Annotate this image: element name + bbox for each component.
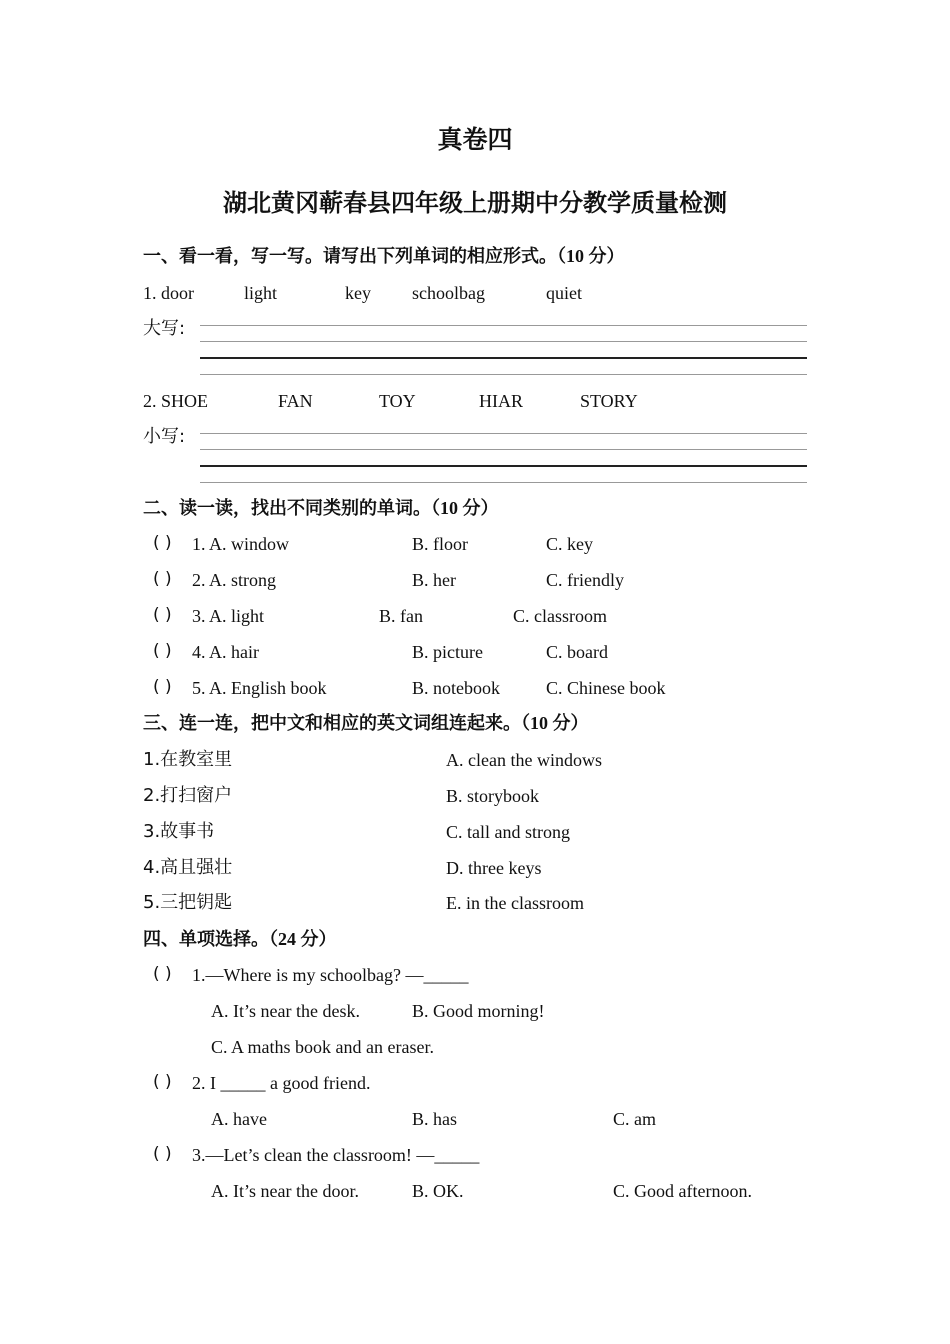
answer-blank[interactable]: ( ) <box>153 641 172 661</box>
s2-option-a: 4. A. hair <box>192 642 259 662</box>
match-left-item[interactable]: 5.三把钥匙 <box>143 892 233 913</box>
s2-option-c: C. Chinese book <box>546 678 666 698</box>
choice-a: A. have <box>211 1109 267 1129</box>
s1-row1-num: 1. door <box>143 283 194 303</box>
match-left-item[interactable]: 1.在教室里 <box>143 749 233 770</box>
s1-row2-word: HIAR <box>479 391 523 411</box>
choice-b: B. has <box>412 1109 457 1129</box>
match-right-item[interactable]: E. in the classroom <box>446 893 584 913</box>
match-right-item[interactable]: C. tall and strong <box>446 822 570 842</box>
section2-title: 二、读一读，找出不同类别的单词。 <box>143 498 431 519</box>
section3-points: （10 分） <box>521 713 589 733</box>
uppercase-label: 大写: <box>143 318 186 339</box>
section4-points: （24 分） <box>269 929 337 949</box>
s2-option-c: C. key <box>546 534 593 554</box>
s2-option-b: B. picture <box>412 642 483 662</box>
section2-heading <box>143 499 499 518</box>
writing-baseline[interactable] <box>200 357 807 359</box>
match-right-item[interactable]: B. storybook <box>446 786 540 806</box>
writing-line[interactable] <box>200 341 807 342</box>
match-left-item[interactable]: 2.打扫窗户 <box>143 785 233 806</box>
section3-title: 三、连一连，把中文和相应的英文词组连起来。 <box>143 713 521 734</box>
section4-heading <box>143 930 337 949</box>
match-right-item[interactable]: D. three keys <box>446 858 542 878</box>
exam-title: 真卷四 <box>437 125 513 154</box>
match-right-item[interactable]: A. clean the windows <box>446 750 602 770</box>
writing-baseline[interactable] <box>200 465 807 467</box>
s1-row2-word: TOY <box>379 391 416 411</box>
choice-b: B. OK. <box>412 1181 464 1201</box>
answer-blank[interactable]: ( ) <box>153 677 172 697</box>
writing-line[interactable] <box>200 433 807 434</box>
answer-blank[interactable]: ( ) <box>153 1072 172 1092</box>
choice-c: C. Good afternoon. <box>613 1181 752 1201</box>
s2-option-b: B. fan <box>379 606 423 626</box>
section4-title: 四、单项选择。 <box>143 929 269 950</box>
s2-option-a: 1. A. window <box>192 534 290 554</box>
question-stem: 1.—Where is my schoolbag? —_____ <box>192 965 469 985</box>
s2-option-c: C. board <box>546 642 608 662</box>
writing-line[interactable] <box>200 482 807 483</box>
s2-option-c: C. friendly <box>546 570 624 590</box>
choice-b: B. Good morning! <box>412 1001 545 1021</box>
writing-line[interactable] <box>200 374 807 375</box>
match-left-item[interactable]: 4.高且强壮 <box>143 857 233 878</box>
exam-subtitle: 湖北黄冈蕲春县四年级上册期中分教学质量检测 <box>223 189 727 217</box>
lowercase-label: 小写: <box>143 426 186 447</box>
s1-row2-num: 2. SHOE <box>143 391 209 411</box>
section2-points: （10 分） <box>431 498 499 518</box>
section3-heading <box>143 714 589 733</box>
s1-row1-word: quiet <box>546 283 582 303</box>
s1-row2-word: STORY <box>580 391 638 411</box>
answer-blank[interactable]: ( ) <box>153 964 172 984</box>
answer-blank[interactable]: ( ) <box>153 1144 172 1164</box>
s2-option-b: B. notebook <box>412 678 500 698</box>
s2-option-b: B. her <box>412 570 456 590</box>
s1-row1-word: key <box>345 283 371 303</box>
choice-c: C. am <box>613 1109 656 1129</box>
s1-row1-word: light <box>244 283 278 303</box>
s1-row1-word: schoolbag <box>412 283 485 303</box>
s2-option-c: C. classroom <box>513 606 607 626</box>
match-left-item[interactable]: 3.故事书 <box>143 821 215 842</box>
choice-a: A. It’s near the door. <box>211 1181 359 1201</box>
section1-points: （10 分） <box>557 246 625 266</box>
s2-option-a: 5. A. English book <box>192 678 327 698</box>
writing-line[interactable] <box>200 325 807 326</box>
answer-blank[interactable]: ( ) <box>153 605 172 625</box>
s2-option-a: 2. A. strong <box>192 570 277 590</box>
s2-option-a: 3. A. light <box>192 606 265 626</box>
question-stem: 3.—Let’s clean the classroom! —_____ <box>192 1145 480 1165</box>
section1-title: 一、看一看，写一写。请写出下列单词的相应形式。 <box>143 246 557 267</box>
answer-blank[interactable]: ( ) <box>153 533 172 553</box>
answer-blank[interactable]: ( ) <box>153 569 172 589</box>
question-stem: 2. I _____ a good friend. <box>192 1073 371 1093</box>
writing-line[interactable] <box>200 449 807 450</box>
s2-option-b: B. floor <box>412 534 468 554</box>
choice-a: A. It’s near the desk. <box>211 1001 360 1021</box>
choice-c: C. A maths book and an eraser. <box>211 1037 434 1057</box>
s1-row2-word: FAN <box>278 391 313 411</box>
section1-heading <box>143 247 625 266</box>
